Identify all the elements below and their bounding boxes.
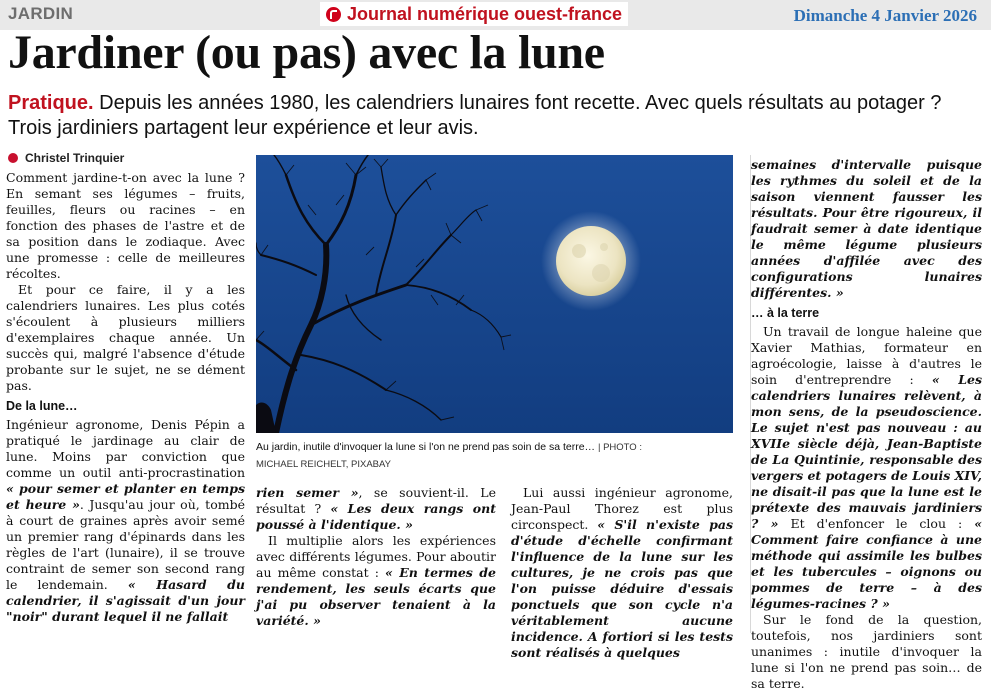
sky [256,155,733,433]
paragraph: Comment jardine-t-on avec la lune ? En semant ses légumes – fruits, feuilles, fleurs ou racines – en fonction des phases de l'astre et de sa position dans le zodiaque. Avec une promesse : celle de meilleures récoltes. [6,170,245,281]
photo-credit-label: | PHOTO : [597,442,642,453]
paragraph [256,485,496,533]
quote: « pour semer et planter en temps et heure » [6,481,245,512]
publication-date: Dimanche 4 Janvier 2026 [793,6,977,25]
photo-caption [256,439,733,473]
subheading-a-la-terre: … à la terre [751,306,820,320]
night-sky-moon-image [256,155,733,433]
photo-credit: MICHAEL REICHELT, PIXABAY [256,459,391,470]
section-label[interactable]: JARDIN [8,4,74,23]
quote: « Les calendriers lunaires relèvent, à mon sens, de la pseudoscience. Le sujet n'est pas nouveau : au XVIIe siècle déjà, Jean-Baptiste de La Quintinie, responsable des vergers et potagers de Louis XIV, ne disait-il pas que la lune est le prétexte des mauvais jardiniers ? » [751,372,982,531]
text-run: Et d'enfoncer le clou : [778,516,975,531]
article-column-4 [751,157,982,692]
article-column-1 [6,170,245,625]
author-name: Christel Trinquier [25,151,125,165]
text-run: Lui aussi ingénieur agronome, Jean-Paul Thorez est plus circonspect. [511,485,733,532]
moon [556,226,626,296]
quote: « S'il n'existe pas d'étude d'échelle confirmant l'influence de la lune sur les cultures, je ne crois pas que l'on puisse déduire d'essais ponctuels que son cycle n'a véritablement aucune incidence. A fortiori si les tests sont réalisés à quelques [511,517,733,660]
byline-dot-icon [8,153,18,163]
subheading-de-la-lune: De la lune… [6,399,78,413]
text-run: . Jusqu'au jour où, tombé à court de graines après avoir semé un premier rang d'épinards dans les règles de l'art (lunaire), il se trouve contraint de semer son second rang le lendemain. [6,497,245,592]
paragraph: semaines d'intervalle puisque les rythmes du soleil et de la saison viennent fausser les résultats. Pour être rigoureux, il faudrait semer à date identique le même légume plusieurs années d'affilée avec des configurations lunaires différentes. » [751,157,982,300]
source-badge[interactable] [320,2,628,26]
article-column-3 [511,485,733,661]
ouest-france-logo-icon [326,7,341,22]
caption-text: Au jardin, inutile d'invoquer la lune si l'on ne prend pas soin de sa terre… [256,441,596,453]
article-lead [8,91,983,141]
quote: « Les deux rangs ont poussé à l'identique. » [256,501,496,532]
article-photo[interactable] [256,155,733,433]
article-column-2 [256,485,496,629]
quote: rien semer » [256,485,359,500]
lead-text: Depuis les années 1980, les calendriers lunaires font recette. Avec quels résultats au potager ? Trois jardiniers partagent leur expérience et leur avis. [8,92,942,139]
text-run: Ingénieur agronome, Denis Pépin a pratiqué le jardinage au clair de lune. Moins par conviction que comme un outil anti-procrastination [6,417,245,480]
lead-kicker: Pratique. [8,92,94,114]
text-run: , se souvient-il. Le résultat ? [256,485,496,516]
quote: « Comment faire confiance à une méthode qui assimile les bulbes et les tubercules – oignons ou pommes de terre – à des légumes-racines ? » [751,516,982,611]
quote: « Hasard du calendrier, il s'agissait d'un jour "noir" durant lequel il ne fallait [6,577,246,624]
source-name: Journal numérique ouest-france [347,3,623,24]
text-run: Un travail de longue haleine que Xavier Mathias, formateur en agroécologie, laisse à d'autres le soin d'entreprendre : [751,324,982,387]
byline [8,151,124,165]
article-title: Jardiner (ou pas) avec la lune [8,26,605,79]
paragraph: Et pour ce faire, il y a les calendriers lunaires. Les plus cotés s'écoulent à plusieurs milliers d'exemplaires chaque année. Un succès qui, malgré l'absence d'étude probante sur le sujet, ne se dément pas. [6,282,245,393]
paragraph [256,533,496,629]
paragraph: Sur le fond de la question, toutefois, nos jardiniers sont unanimes : inutile d'invoquer la lune si l'on ne prend pas soin… de sa terre. [751,612,982,691]
text-run: Il multiplie alors les expériences avec différents légumes. Pour aboutir au même constat : [256,533,496,580]
paragraph [511,485,733,661]
paragraph [751,324,982,612]
quote: « En termes de rendement, les seuls écarts que j'ai pu observer tenaient à la variété. » [256,565,496,628]
paragraph [6,417,245,625]
